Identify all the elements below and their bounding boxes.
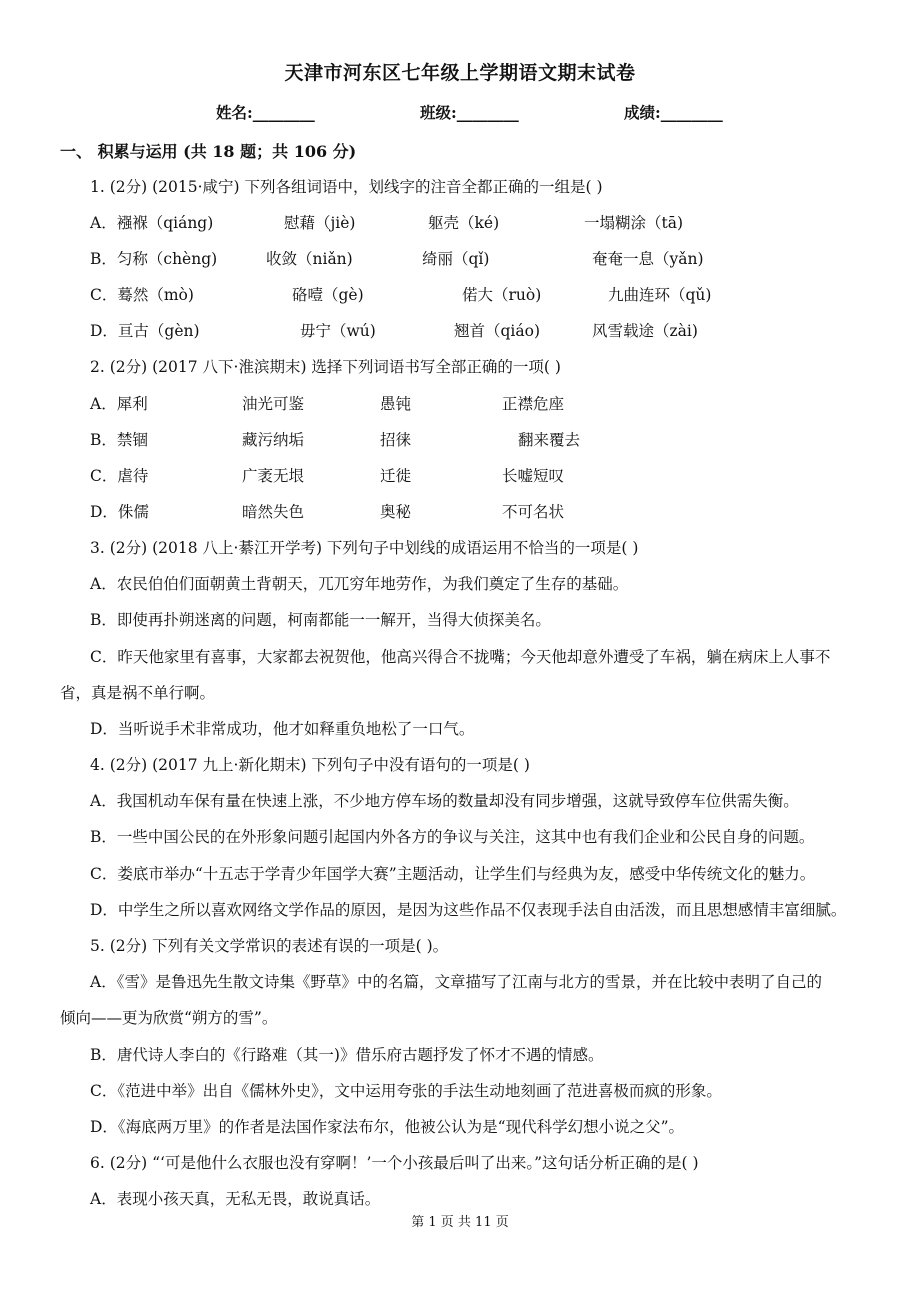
- q2-option-c-1: C．虐待: [90, 467, 149, 485]
- q2-option-c-2: 广袤无垠: [242, 467, 305, 485]
- q1-option-b-1: B．匀称（chèng): [90, 250, 218, 268]
- q2-option-b-4: 翻来覆去: [518, 431, 581, 449]
- score-field-label: 成绩:________: [624, 103, 723, 122]
- q1-option-c-1: C．蓦然（mò): [90, 286, 194, 304]
- q6-option-a: A．表现小孩天真，无私无畏，敢说真话。: [90, 1190, 381, 1208]
- q2-option-b-1: B．禁锢: [90, 431, 148, 449]
- q2-option-d-3: 奥秘: [380, 503, 412, 521]
- question-6-stem: 6. (2分) “‘可是他什么衣服也没有穿啊！’一个小孩最后叫了出来。”这句话分析正确的是( ): [90, 1154, 699, 1172]
- q4-option-b: B．一些中国公民的在外形象问题引起国内外各方的争议与关注，这其中也有我们企业和公民自身的问题。: [90, 828, 815, 846]
- page-footer: 第 1 页 共 11 页: [411, 1215, 509, 1230]
- q1-option-c-3: 偌大（ruò): [462, 286, 542, 304]
- q2-option-a-3: 愚钝: [380, 395, 412, 413]
- q5-option-c: C．《范进中举》出自《儒林外史》，文中运用夸张的手法生动地刻画了范进喜极而疯的形象。: [90, 1082, 722, 1100]
- class-field-label: 班级:________: [420, 103, 519, 122]
- q1-option-d-1: D．亘古（gèn): [90, 322, 200, 340]
- q2-option-b-2: 藏污纳垢: [242, 431, 305, 449]
- q1-option-d-2: 毋宁（wú): [300, 322, 376, 340]
- page-title: 天津市河东区七年级上学期语文期末试卷: [284, 62, 636, 84]
- q3-option-b: B．即使再扑朔迷离的问题，柯南都能一一解开，当得大侦探美名。: [90, 611, 551, 629]
- q4-option-d: D．中学生之所以喜欢网络文学作品的原因，是因为这些作品不仅表现手法自由活泼，而且思想感情丰富细腻。: [90, 901, 847, 919]
- q5-option-a-line1: A．《雪》是鲁迅先生散文诗集《野草》中的名篇，文章描写了江南与北方的雪景，并在比较中表明了自己的: [90, 973, 822, 991]
- question-5-stem: 5. (2分) 下列有关文学常识的表述有误的一项是( )。: [90, 937, 449, 955]
- q2-option-b-3: 招徕: [380, 431, 412, 449]
- q1-option-a-2: 慰藉（jiè): [284, 214, 356, 232]
- q2-option-a-4: 正襟危座: [502, 395, 565, 413]
- q2-option-d-2: 暗然失色: [242, 503, 305, 521]
- q1-option-b-3: 绮丽（qǐ): [422, 250, 490, 268]
- question-3-stem: 3. (2分) (2018 八上·綦江开学考) 下列句子中划线的成语运用不恰当的一项是( ): [90, 539, 639, 557]
- q2-option-a-2: 油光可鉴: [242, 395, 305, 413]
- question-1-stem: 1. (2分) (2015·咸宁) 下列各组词语中，划线字的注音全都正确的一组是( ): [90, 178, 603, 196]
- q1-option-c-4: 九曲连环（qǔ): [608, 286, 712, 304]
- q1-option-a-4: 一塌糊涂（tā): [584, 214, 684, 232]
- q3-option-d: D．当听说手术非常成功，他才如释重负地松了一口气。: [90, 720, 475, 738]
- q2-option-c-3: 迁徙: [380, 467, 412, 485]
- q2-option-c-4: 长嘘短叹: [502, 467, 565, 485]
- section-heading: 一、 积累与运用 (共 18 题；共 106 分): [60, 142, 357, 161]
- q1-option-a-1: A．襁褓（qiáng): [90, 214, 214, 232]
- question-2-stem: 2. (2分) (2017 八下·淮滨期末) 选择下列词语书写全部正确的一项( ): [90, 358, 561, 376]
- q2-option-d-4: 不可名状: [502, 503, 565, 521]
- q5-option-b: B．唐代诗人李白的《行路难（其一)》借乐府古题抒发了怀才不遇的情感。: [90, 1046, 604, 1064]
- q5-option-a-line2: 倾向——更为欣赏“朔方的雪”。: [60, 1009, 278, 1027]
- q3-option-c-line2: 省，真是祸不单行啊。: [60, 684, 216, 702]
- q1-option-b-4: 奄奄一息（yǎn): [592, 250, 704, 268]
- question-4-stem: 4. (2分) (2017 九上·新化期末) 下列句子中没有语句的一项是( ): [90, 756, 530, 774]
- q1-option-c-2: 硌噎（gè): [292, 286, 364, 304]
- q2-option-a-1: A．犀利: [90, 395, 148, 413]
- q1-option-d-3: 翘首（qiáo): [454, 322, 540, 340]
- q5-option-d: D．《海底两万里》的作者是法国作家法布尔，他被公认为是“现代科学幻想小说之父”。: [90, 1118, 685, 1136]
- q1-option-a-3: 躯壳（ké): [428, 214, 500, 232]
- q1-option-b-2: 收敛（niǎn): [266, 250, 353, 268]
- q2-option-d-1: D．侏儒: [90, 503, 149, 521]
- q3-option-a: A．农民伯伯们面朝黄土背朝天，兀兀穷年地劳作，为我们奠定了生存的基础。: [90, 575, 629, 593]
- q3-option-c-line1: C．昨天他家里有喜事，大家都去祝贺他，他高兴得合不拢嘴；今天他却意外遭受了车祸，躺在病床上人事不: [90, 648, 831, 666]
- q4-option-a: A．我国机动车保有量在快速上涨，不少地方停车场的数量却没有同步增强，这就导致停车位供需失衡。: [90, 792, 799, 810]
- q1-option-d-4: 风雪载途（zài): [592, 322, 698, 340]
- q4-option-c: C．娄底市举办“十五志于学青少年国学大赛”主题活动，让学生们与经典为友，感受中华传统文化的魅力。: [90, 865, 816, 883]
- name-field-label: 姓名:________: [216, 103, 315, 122]
